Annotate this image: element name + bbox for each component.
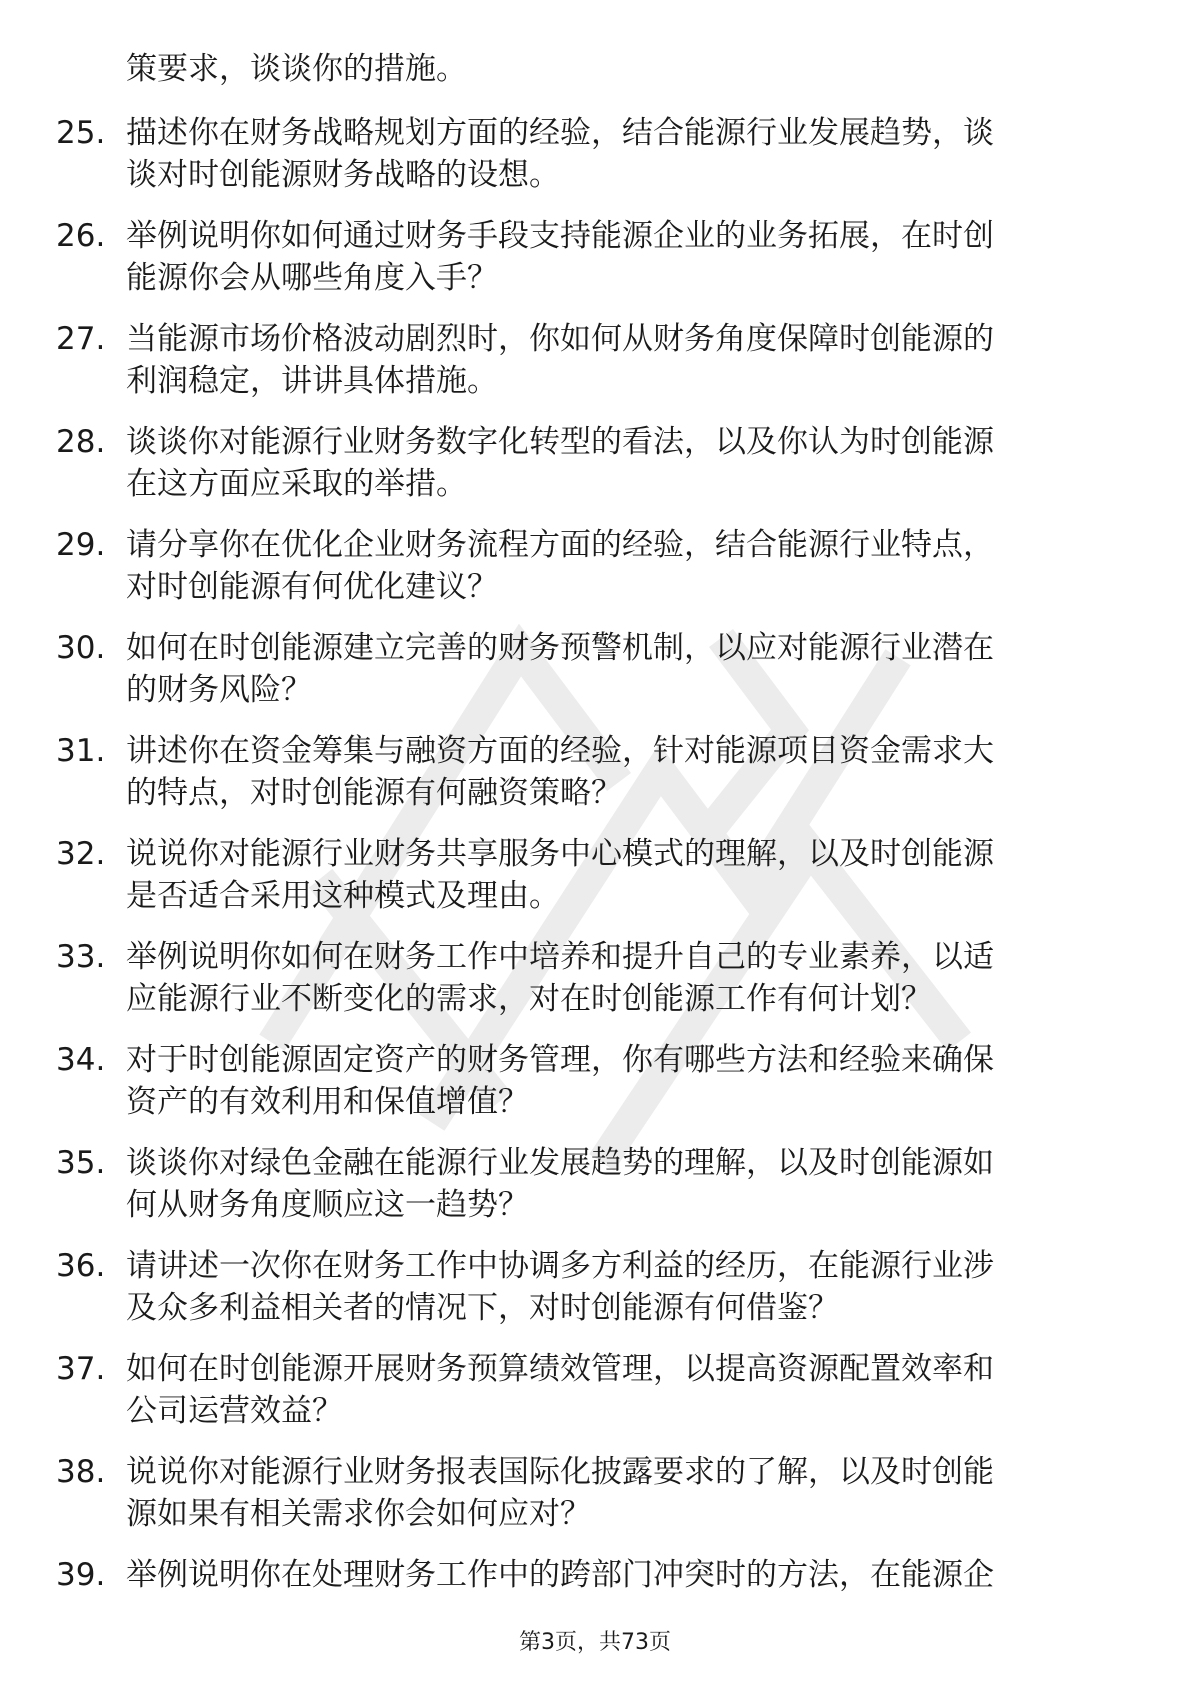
question-item xyxy=(0,833,1190,931)
question-number: 38. xyxy=(56,1454,106,1490)
question-number: 36. xyxy=(56,1248,106,1284)
question-item xyxy=(0,215,1190,313)
question-item xyxy=(0,627,1190,725)
question-line: 如何在时创能源建立完善的财务预警机制，以应对能源行业潜在 xyxy=(126,630,994,666)
question-line: 公司运营效益？ xyxy=(126,1393,343,1429)
question-line: 请分享你在优化企业财务流程方面的经验，结合能源行业特点， xyxy=(126,527,994,563)
question-number: 27. xyxy=(56,321,106,357)
question-line: 谈谈你对能源行业财务数字化转型的看法，以及你认为时创能源 xyxy=(126,424,994,460)
question-text xyxy=(126,1039,1116,1123)
question-line: 能源你会从哪些角度入手？ xyxy=(126,260,498,296)
question-line: 谈对时创能源财务战略的设想。 xyxy=(126,157,560,193)
question-item xyxy=(0,524,1190,622)
question-line: 在这方面应采取的举措。 xyxy=(126,466,467,502)
question-item xyxy=(0,1348,1190,1446)
question-text xyxy=(126,318,1116,402)
question-number: 32. xyxy=(56,836,106,872)
question-line: 的财务风险？ xyxy=(126,672,312,708)
question-number: 37. xyxy=(56,1351,106,1387)
question-line: 如何在时创能源开展财务预算绩效管理，以提高资源配置效率和 xyxy=(126,1351,994,1387)
question-number: 26. xyxy=(56,218,106,254)
question-text xyxy=(126,421,1116,505)
question-line: 举例说明你如何通过财务手段支持能源企业的业务拓展，在时创 xyxy=(126,218,994,254)
question-text xyxy=(126,112,1116,196)
question-line: 举例说明你如何在财务工作中培养和提升自己的专业素养，以适 xyxy=(126,939,994,975)
question-line: 对时创能源有何优化建议？ xyxy=(126,569,498,605)
question-text xyxy=(126,1554,1116,1596)
question-line: 说说你对能源行业财务共享服务中心模式的理解，以及时创能源 xyxy=(126,836,994,872)
question-item xyxy=(0,936,1190,1034)
question-line: 利润稳定，讲讲具体措施。 xyxy=(126,363,498,399)
question-text xyxy=(126,627,1116,711)
question-text xyxy=(126,1245,1116,1329)
question-line: 对于时创能源固定资产的财务管理，你有哪些方法和经验来确保 xyxy=(126,1042,994,1078)
question-item xyxy=(0,1245,1190,1343)
question-text xyxy=(126,936,1116,1020)
question-text xyxy=(126,215,1116,299)
question-line: 当能源市场价格波动剧烈时，你如何从财务角度保障时创能源的 xyxy=(126,321,994,357)
question-number: 25. xyxy=(56,115,106,151)
question-line: 讲述你在资金筹集与融资方面的经验，针对能源项目资金需求大 xyxy=(126,733,994,769)
question-line: 请讲述一次你在财务工作中协调多方利益的经历，在能源行业涉 xyxy=(126,1248,994,1284)
question-number: 34. xyxy=(56,1042,106,1078)
question-text xyxy=(126,833,1116,917)
question-text xyxy=(126,1142,1116,1226)
question-text xyxy=(126,1451,1116,1535)
question-line: 是否适合采用这种模式及理由。 xyxy=(126,878,560,914)
question-text xyxy=(126,1348,1116,1432)
question-item xyxy=(0,1451,1190,1549)
question-item xyxy=(0,421,1190,519)
question-text xyxy=(126,524,1116,608)
question-line: 源如果有相关需求你会如何应对？ xyxy=(126,1496,591,1532)
question-item xyxy=(0,318,1190,416)
question-line: 资产的有效利用和保值增值？ xyxy=(126,1084,529,1120)
question-number: 31. xyxy=(56,733,106,769)
question-line: 及众多利益相关者的情况下，对时创能源有何借鉴？ xyxy=(126,1290,839,1326)
continuation-text: 策要求，谈谈你的措施。 xyxy=(126,51,467,87)
question-line: 的特点，对时创能源有何融资策略？ xyxy=(126,775,622,811)
question-number: 28. xyxy=(56,424,106,460)
question-number: 39. xyxy=(56,1557,106,1593)
question-item xyxy=(0,730,1190,828)
question-number: 33. xyxy=(56,939,106,975)
question-item xyxy=(0,112,1190,210)
question-line: 何从财务角度顺应这一趋势？ xyxy=(126,1187,529,1223)
question-line: 谈谈你对绿色金融在能源行业发展趋势的理解，以及时创能源如 xyxy=(126,1145,994,1181)
question-item xyxy=(0,1142,1190,1240)
question-line: 举例说明你在处理财务工作中的跨部门冲突时的方法，在能源企 xyxy=(126,1557,994,1593)
question-number: 30. xyxy=(56,630,106,666)
question-number: 29. xyxy=(56,527,106,563)
question-text xyxy=(126,730,1116,814)
question-line: 描述你在财务战略规划方面的经验，结合能源行业发展趋势，谈 xyxy=(126,115,994,151)
question-number: 35. xyxy=(56,1145,106,1181)
page-footer: 第3页，共73页 xyxy=(519,1630,671,1655)
question-list xyxy=(0,112,1190,1657)
question-line: 应能源行业不断变化的需求，对在时创能源工作有何计划？ xyxy=(126,981,932,1017)
question-line: 说说你对能源行业财务报表国际化披露要求的了解，以及时创能 xyxy=(126,1454,994,1490)
question-item xyxy=(0,1039,1190,1137)
